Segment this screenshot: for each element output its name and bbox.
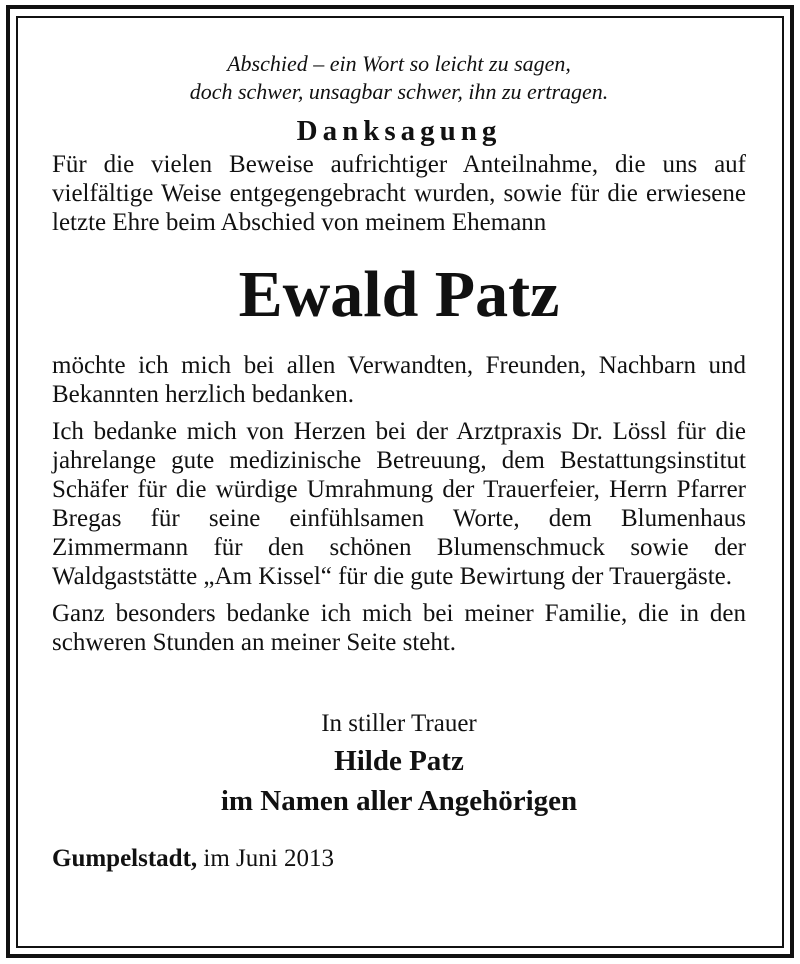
thanks-paragraph-2: Ich bedanke mich von Herzen bei der Arztpraxis Dr. Lössl für die jahrelange gute medizinische Betreuung, dem Bestattungsinstitut Schäfer für die würdige Umrahmung der Trauerfeier, Herrn Pfarrer Bregas für seine einfühlsamen Worte, dem Blumenhaus Zimmermann für den schönen Blumenschmuck sowie der Waldgaststätte „Am Kissel“ für die gute Bewirtung der Trauergäste. xyxy=(52,418,746,590)
motto-line-2: doch schwer, unsagbar schwer, ihn zu ertragen. xyxy=(189,79,609,104)
signature-on-behalf: im Namen aller Angehörigen xyxy=(220,785,578,817)
place-date xyxy=(52,844,746,873)
heading: Danksagung xyxy=(296,115,502,147)
notice-content xyxy=(52,50,746,873)
thanks-paragraph-1: möchte ich mich bei allen Verwandten, Freunden, Nachbarn und Bekannten herzlich bedanken. xyxy=(52,352,746,408)
deceased-name: Ewald Patz xyxy=(238,258,560,331)
thanks-paragraph-3: Ganz besonders bedanke ich mich bei meiner Familie, die in den schweren Stunden an meiner Seite steht. xyxy=(52,600,746,656)
motto xyxy=(52,50,746,106)
date: im Juni 2013 xyxy=(203,845,334,872)
mourning-line: In stiller Trauer xyxy=(321,710,477,737)
signature xyxy=(52,744,746,818)
intro-paragraph: Für die vielen Beweise aufrichtiger Anteilnahme, die uns auf vielfältige Weise entgegengebracht wurden, sowie für die erwiesene letzte Ehre beim Abschied von meinem Ehemann xyxy=(52,151,746,236)
motto-line-1: Abschied – ein Wort so leicht zu sagen, xyxy=(227,51,571,76)
signature-name: Hilde Patz xyxy=(334,745,464,777)
place: Gumpelstadt, xyxy=(52,845,198,872)
